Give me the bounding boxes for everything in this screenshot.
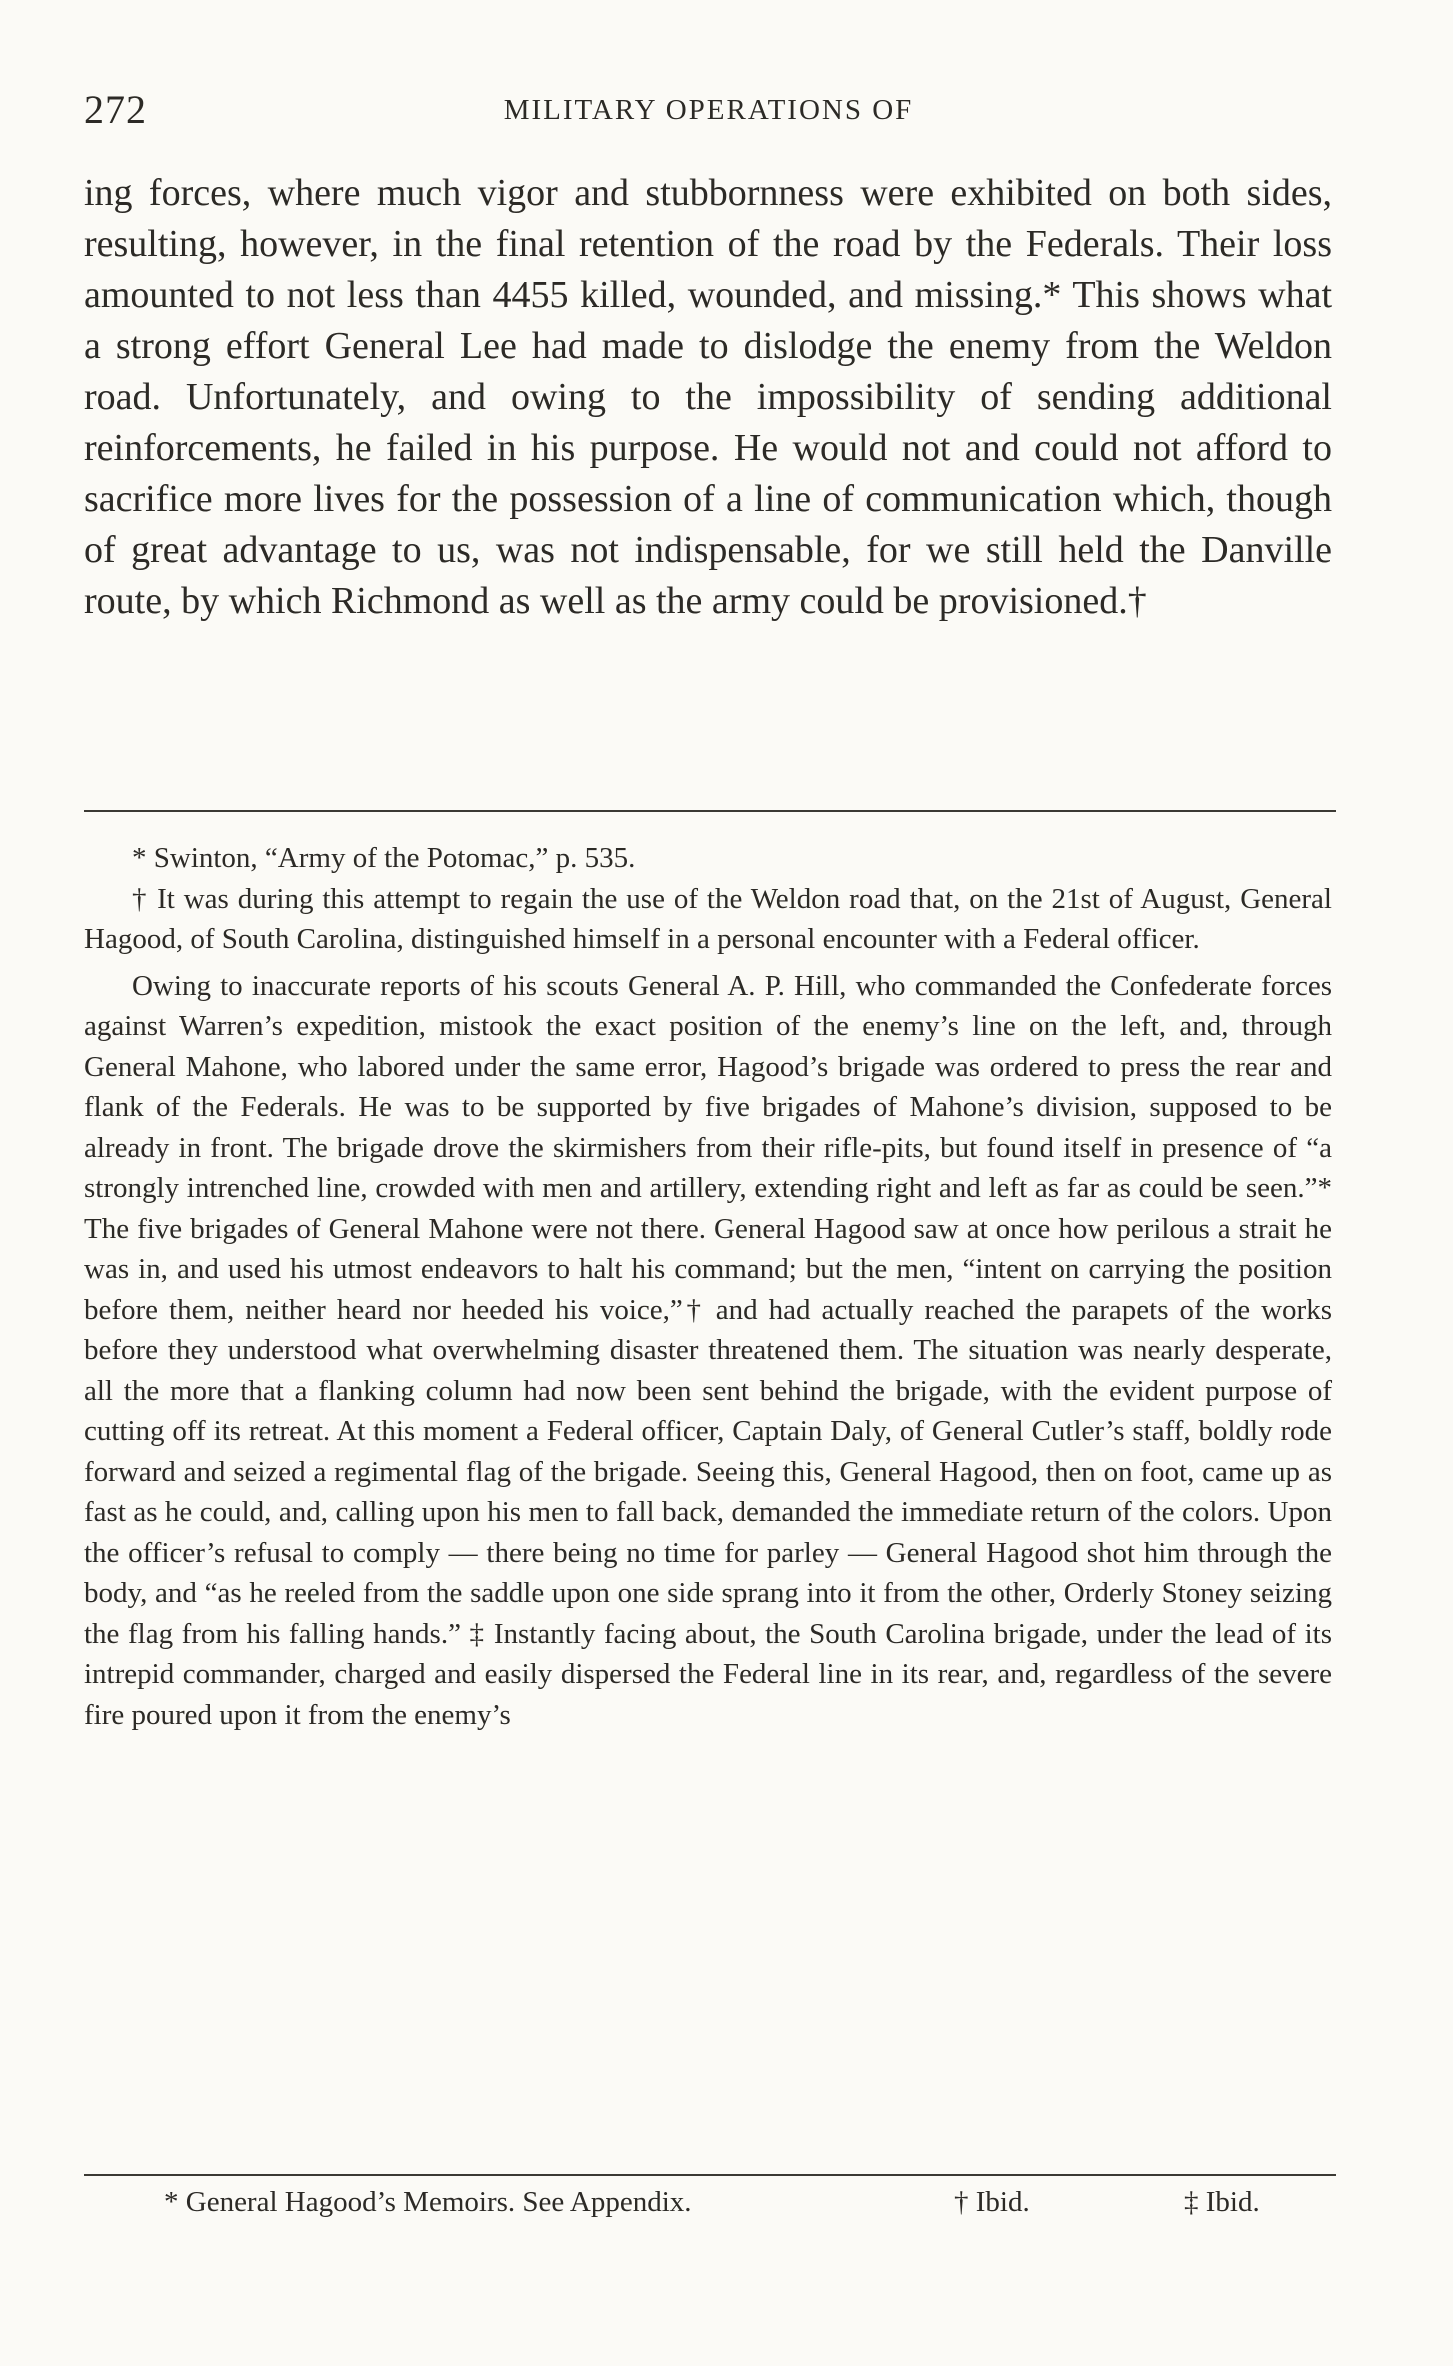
main-paragraph: ing forces, where much vigor and stubbornness were exhibited on both sides, resulting, however, in the final retention of the road by the Federals. Their loss amounted to not less than 4455 killed, wounded, and missing.* This shows what a strong effort General Lee had made to dislodge the enemy from the Weldon road. Unfortunately, and owing to the impossibility of sending additional reinforcements, he failed in his purpose. He would not and could not afford to sacrifice more lives for the possession of a line of communication which, though of great advantage to us, was not indispensable, for we still held the Danville route, by which Richmond as well as the army could be provisioned.† [84,172,1332,622]
footnotes [84,838,1332,1735]
footnote-divider [84,810,1336,812]
footnote-ibid-dagger: † Ibid. [954,2186,1030,2218]
footnote-ibid-double-dagger: ‡ Ibid. [1184,2186,1260,2218]
footnote-swinton: * Swinton, “Army of the Potomac,” p. 535. [132,842,636,874]
footnote-hagood-account: Owing to inaccurate reports of his scouts General A. P. Hill, who commanded the Confederate forces against Warren’s expedition, mistook the exact position of the enemy’s line on the left, and, through General Mahone, who labored under the same error, Hagood’s brigade was ordered to press the rear and flank of the Federals. He was to be supported by five brigades of Mahone’s division, supposed to be already in front. The brigade drove the skirmishers from their rifle-pits, but found itself in presence of “a strongly intrenched line, crowded with men and artillery, extending right and left as far as could be seen.”* The five brigades of General Mahone were not there. General Hagood saw at once how perilous a strait he was in, and used his utmost endeavors to halt his command; but the men, “intent on carrying the position before them, neither heard nor heeded his voice,”† and had actually reached the parapets of the works before they understood what overwhelming disaster threatened them. The situation was nearly desperate, all the more that a flanking column had now been sent behind the brigade, with the evident purpose of cutting off its retreat. At this moment a Federal officer, Captain Daly, of General Cutler’s staff, boldly rode forward and seized a regimental flag of the brigade. Seeing this, General Hagood, then on foot, came up as fast as he could, and, calling upon his men to fall back, demanded the immediate return of the colors. Upon the officer’s refusal to comply — there being no time for parley — General Hagood shot him through the body, and “as he reeled from the saddle upon one side sprang into it from the other, Orderly Stoney seizing the flag from his falling hands.” ‡ Instantly facing about, the South Carolina brigade, under the lead of its intrepid commander, charged and easily dispersed the Federal line in its rear, and, regardless of the severe fire poured upon it from the enemy’s [84,969,1332,1731]
page-header [84,86,1333,134]
bottom-footnote-divider [84,2174,1336,2176]
footnote-weldon-road: † It was during this attempt to regain the use of the Weldon road that, on the 21st of August, General Hagood, of South Carolina, distinguished himself in a personal encounter with a Federal officer. [84,882,1332,955]
footnote-memoirs: * General Hagood’s Memoirs. See Appendix. [164,2186,692,2218]
running-head: MILITARY OPERATIONS OF [503,94,914,126]
main-text [84,168,1332,627]
page-number: 272 [84,87,147,132]
bottom-footnotes [84,2186,1332,2226]
